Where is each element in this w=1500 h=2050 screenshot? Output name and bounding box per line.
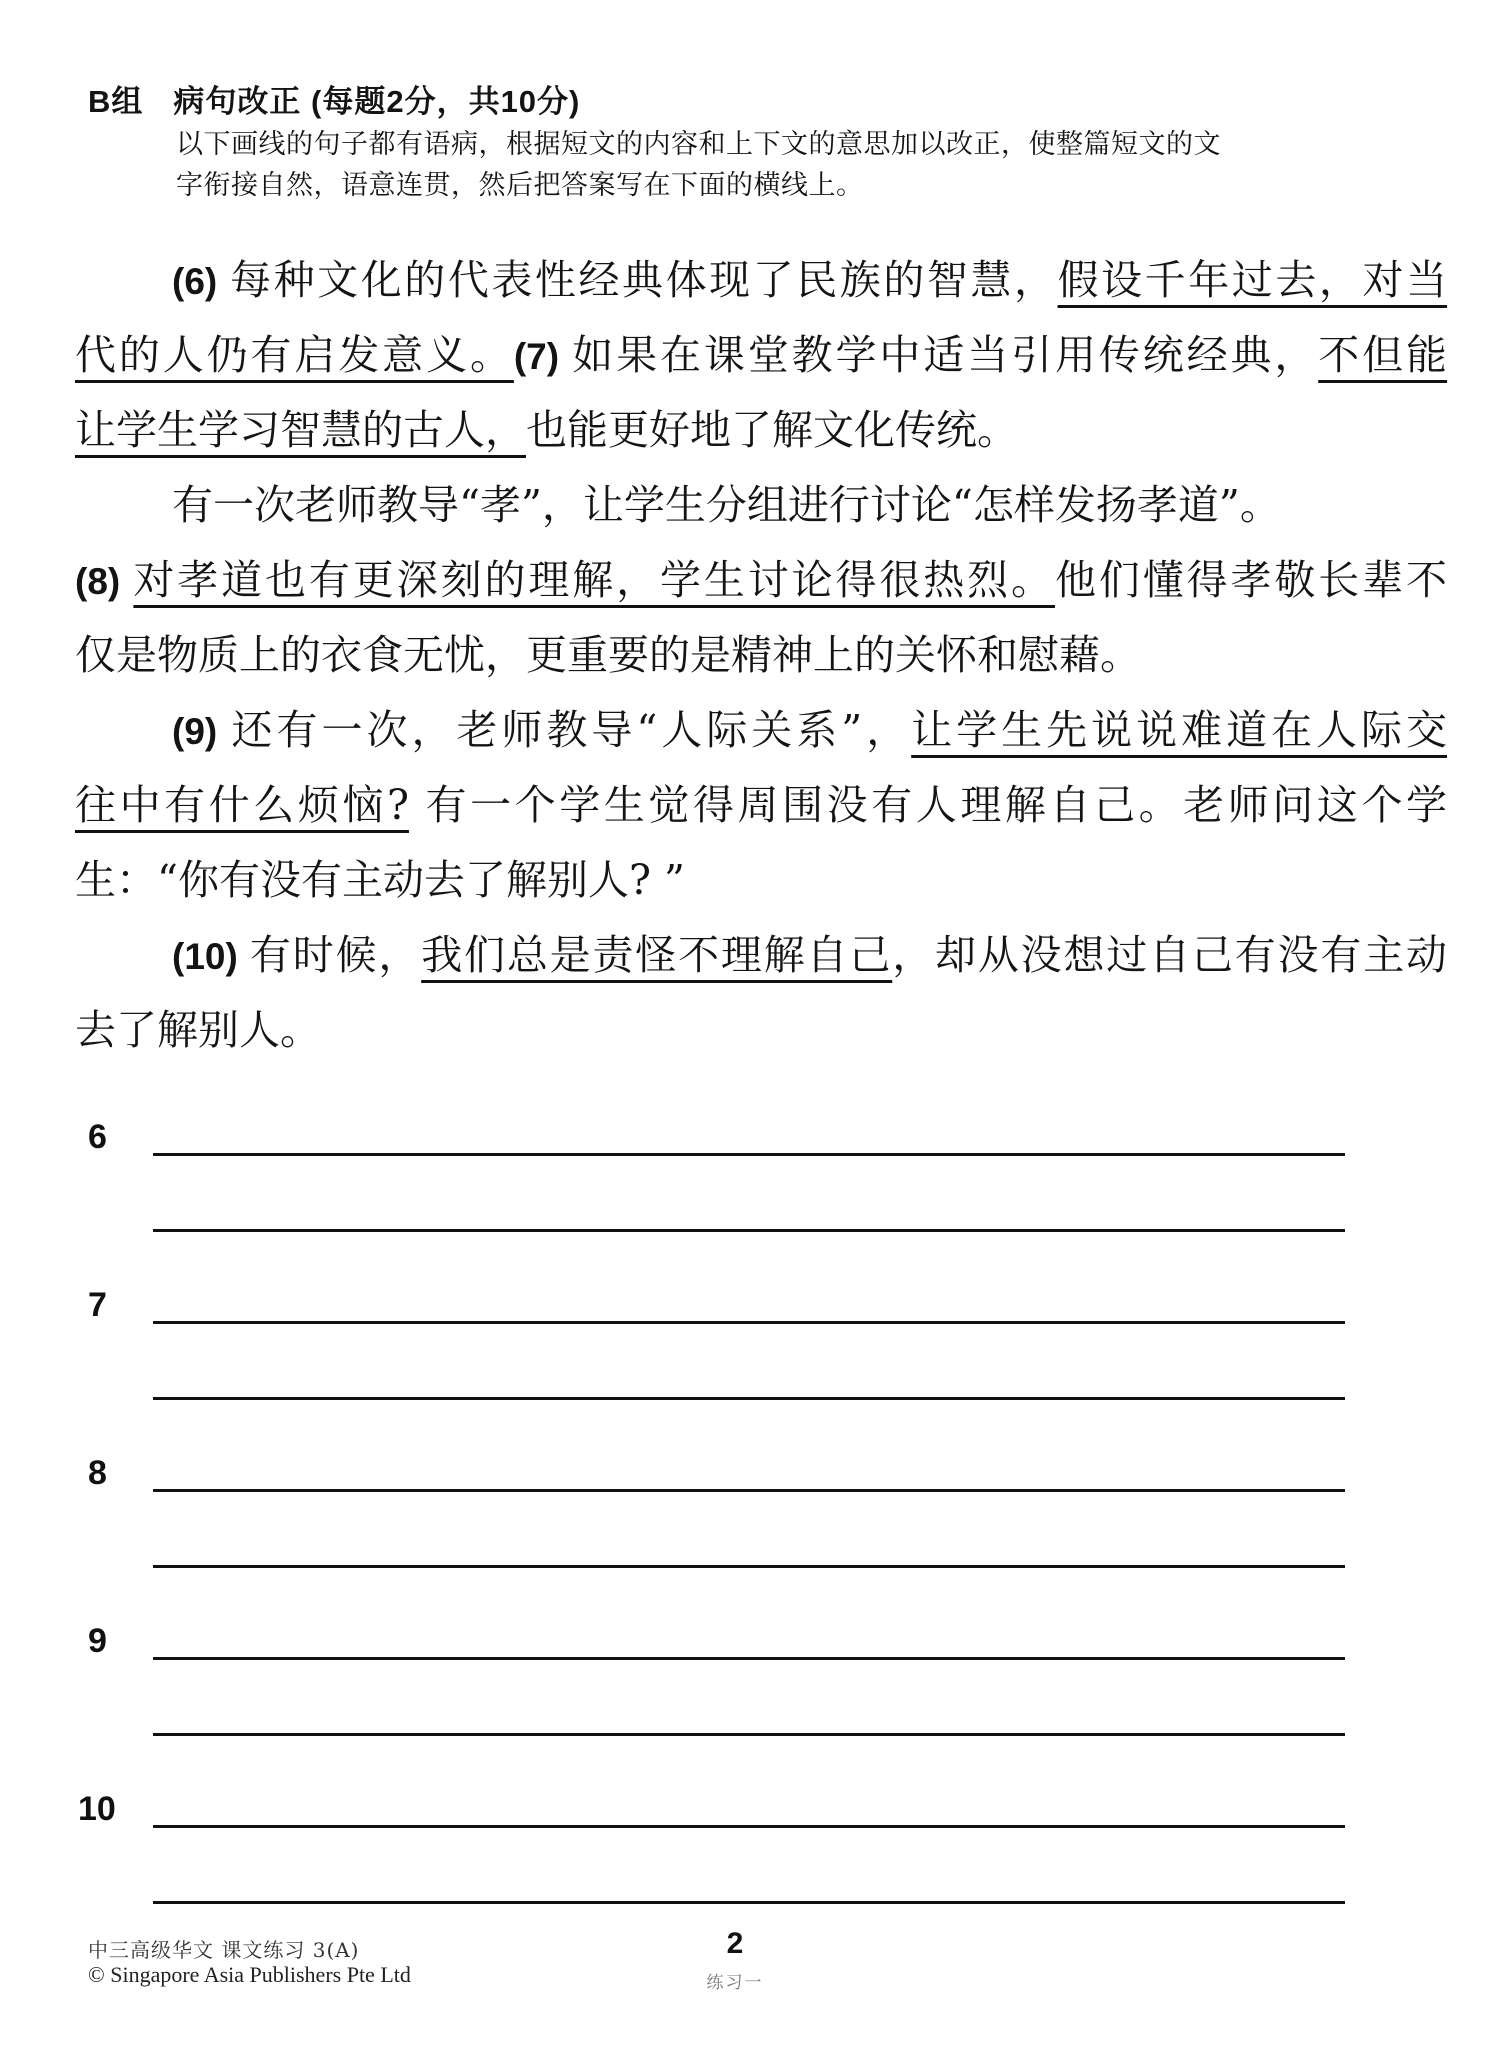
passage-line-9 — [75, 843, 1447, 918]
sentence-number-marker: (6) — [172, 261, 231, 302]
instructions — [176, 124, 1446, 206]
passage-segment: 生：“你有没有主动去了解别人? ” — [75, 856, 685, 904]
passage-line-4 — [75, 468, 1447, 543]
passage-line-11 — [75, 993, 1447, 1068]
answer-blank-line-8-1 — [153, 1489, 1345, 1492]
passage-segment: 也能更好地了解文化传统。 — [526, 406, 1018, 454]
passage-segment: 仅是物质上的衣食无忧，更重要的是精神上的关怀和慰藉。 — [75, 631, 1141, 679]
underlined-error-phrase: 让学生学习智慧的古人， — [75, 406, 526, 454]
underlined-error-phrase: 往中有什么烦恼? — [75, 781, 409, 829]
exercise-label: 练习一 — [706, 1973, 764, 1993]
passage-line-2 — [75, 318, 1447, 393]
passage-segment: 去了解别人。 — [75, 1006, 321, 1054]
passage-line-10 — [75, 918, 1447, 993]
passage-segment: 还有一次，老师教导“人际关系”， — [231, 706, 912, 754]
answer-number-10: 10 — [78, 1790, 116, 1828]
passage-line-5 — [75, 543, 1447, 618]
answer-blank-line-6-2 — [153, 1229, 1345, 1232]
answer-blank-line-7-2 — [153, 1397, 1345, 1400]
instructions-line-1: 以下画线的句子都有语病，根据短文的内容和上下文的意思加以改正，使整篇短文的文 — [176, 129, 1221, 159]
answer-blank-line-9-2 — [153, 1733, 1345, 1736]
underlined-error-phrase: 我们总是责怪不理解自己 — [421, 931, 893, 979]
passage-segment: 他们懂得孝敬长辈不 — [1054, 556, 1448, 604]
footer-book-title: 中三高级华文 课文练习 3(A) — [88, 1938, 360, 1962]
passage-segment: 如果在课堂教学中适当引用传统经典， — [572, 331, 1319, 379]
passage-line-1 — [75, 243, 1447, 318]
passage-segment: ，却从没想过自己有没有主动 — [892, 931, 1448, 979]
answer-blank-line-9-1 — [153, 1657, 1345, 1660]
page-number: 2 — [726, 1927, 744, 1960]
answer-blank-line-6-1 — [153, 1153, 1345, 1156]
passage-segment: 有一个学生觉得周围没有人理解自己。老师问这个学 — [408, 781, 1448, 829]
underlined-error-phrase: 不但能 — [1318, 331, 1448, 379]
footer-center — [655, 1928, 815, 1993]
section-label: B组 — [88, 84, 144, 119]
sentence-number-marker: (7) — [513, 336, 573, 377]
answer-blank-line-8-2 — [153, 1565, 1345, 1568]
passage-segment: 有一次老师教导“孝”，让学生分组进行讨论“怎样发扬孝道”。 — [172, 481, 1281, 529]
answer-number-7: 7 — [88, 1286, 107, 1324]
sentence-number-marker: (9) — [172, 711, 232, 752]
underlined-error-phrase: 假设千年过去，对当 — [1057, 256, 1448, 304]
passage-line-8 — [75, 768, 1447, 843]
answer-number-6: 6 — [88, 1118, 107, 1156]
answer-blank-line-10-2 — [153, 1901, 1345, 1904]
answer-number-8: 8 — [88, 1454, 107, 1492]
sentence-number-marker: (8) — [75, 561, 134, 602]
instructions-line-2: 字衔接自然，语意连贯，然后把答案写在下面的横线上。 — [176, 170, 864, 200]
sentence-number-marker: (10) — [172, 936, 250, 977]
passage-text — [75, 243, 1447, 1068]
passage-segment: 有时候， — [249, 931, 422, 979]
passage-line-6 — [75, 618, 1447, 693]
section-title: 病句改正 (每题2分，共10分) — [173, 84, 581, 119]
section-header — [88, 76, 580, 121]
underlined-error-phrase: 让学生先说说难道在人际交 — [911, 706, 1448, 754]
passage-segment: 每种文化的代表性经典体现了民族的智慧， — [230, 256, 1058, 304]
answer-blank-line-7-1 — [153, 1321, 1345, 1324]
footer-copyright: © Singapore Asia Publishers Pte Ltd — [88, 1962, 411, 1987]
passage-line-3 — [75, 393, 1447, 468]
answer-blank-line-10-1 — [153, 1825, 1345, 1828]
underlined-error-phrase: 对孝道也有更深刻的理解，学生讨论得很热烈。 — [133, 556, 1055, 604]
passage-line-7 — [75, 693, 1447, 768]
answer-number-9: 9 — [88, 1622, 107, 1660]
underlined-error-phrase: 代的人仍有启发意义。 — [75, 331, 514, 379]
